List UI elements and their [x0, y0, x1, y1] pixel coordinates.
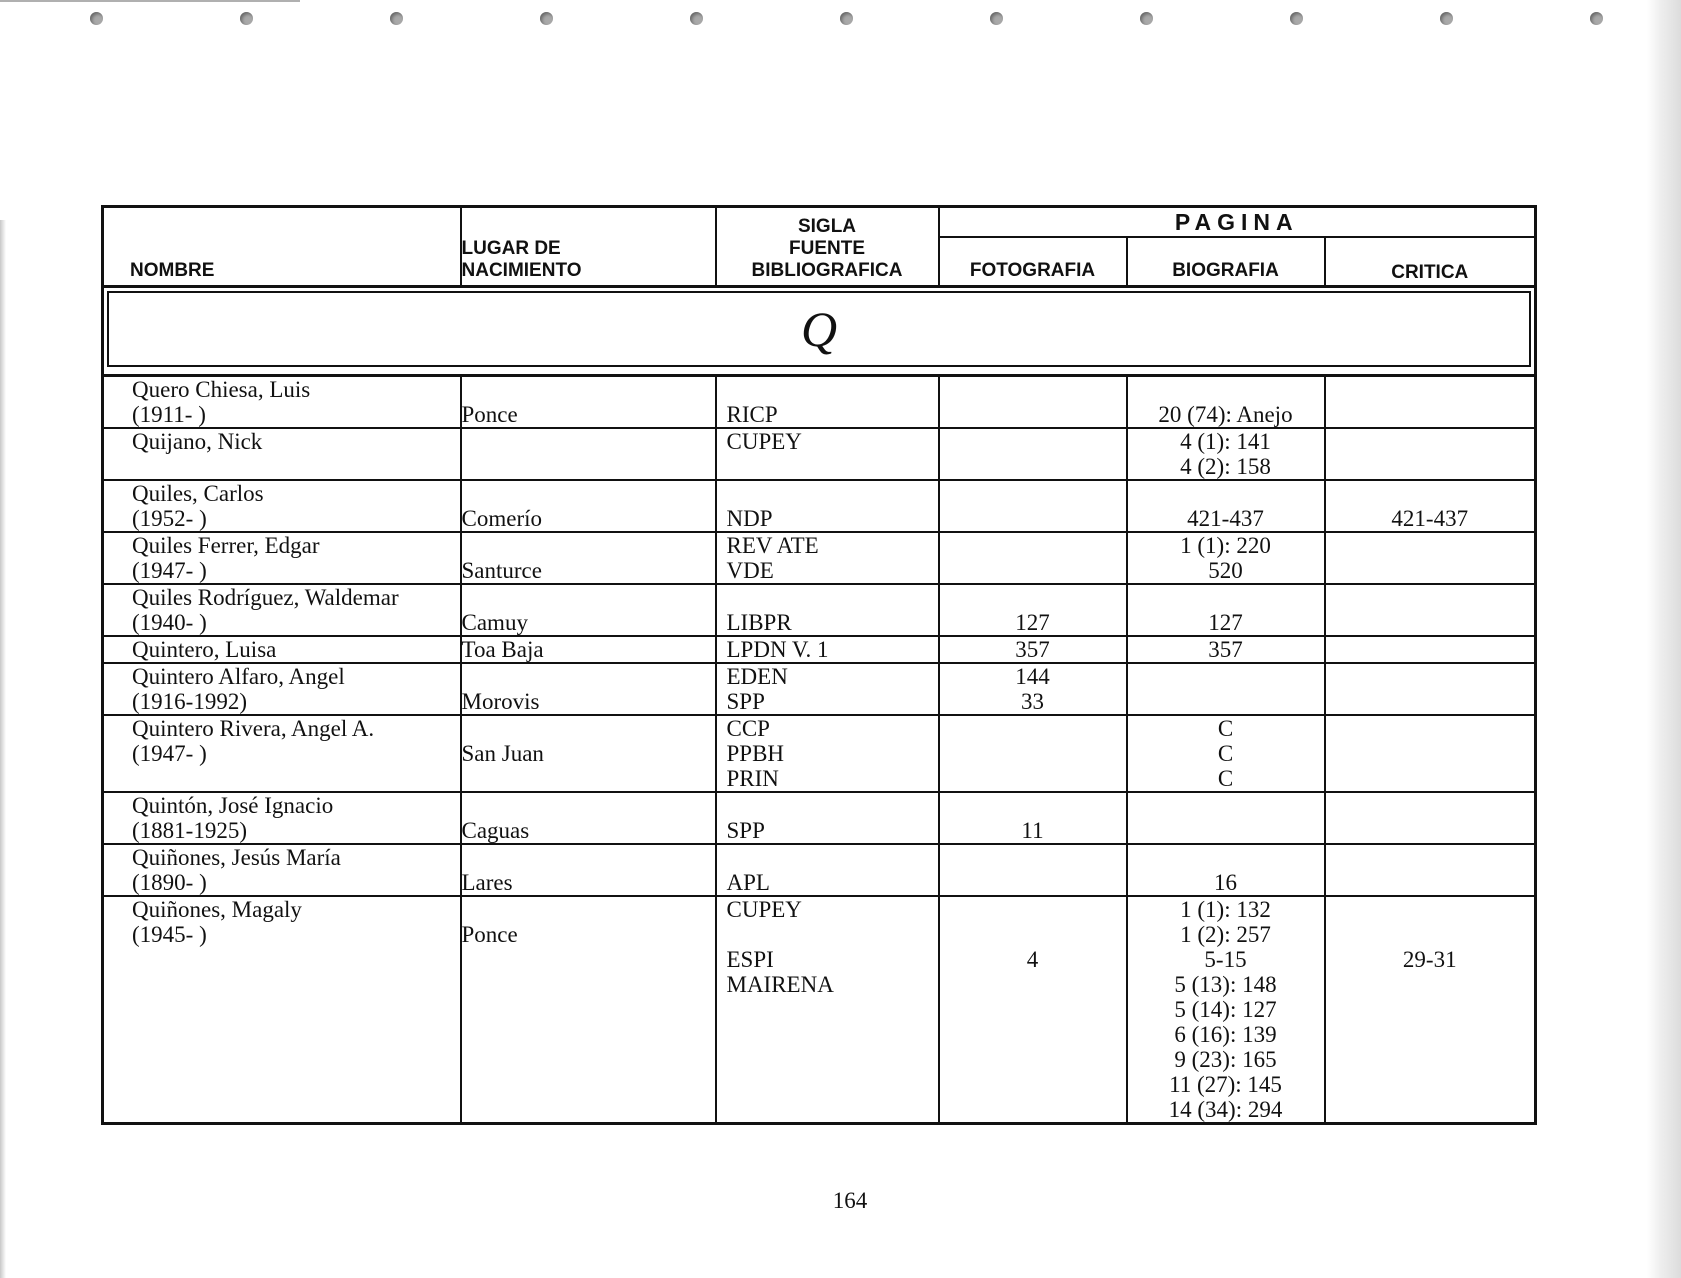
cell-nombre-line: (1911- ) — [132, 402, 206, 427]
cell-fotografia — [939, 896, 1127, 1124]
cell-lugar-line: San Juan — [461, 741, 544, 766]
cell-nombre — [103, 428, 461, 480]
cell-nombre — [103, 376, 461, 429]
cell-biografia — [1127, 428, 1325, 480]
cell-nombre-line: Quiñones, Magaly — [132, 897, 302, 922]
cell-sigla-line: APL — [726, 870, 770, 895]
cell-lugar-line: Morovis — [461, 689, 540, 714]
cell-lugar-line: Toa Baja — [461, 637, 544, 662]
cell-biografia-line: 357 — [1208, 637, 1243, 662]
cell-nombre — [103, 663, 461, 715]
cell-nombre-line: Quiles Rodríguez, Waldemar — [132, 585, 399, 610]
cell-lugar-line — [462, 533, 715, 558]
cell-biografia — [1127, 896, 1325, 1124]
cell-nombre — [103, 636, 461, 663]
cell-lugar — [461, 844, 716, 896]
cell-sigla-line — [727, 922, 938, 947]
binder-holes — [0, 8, 1681, 32]
scan-right-edge — [1647, 0, 1681, 1278]
cell-nombre — [103, 584, 461, 636]
cell-biografia-line: 5 (13): 148 — [1174, 972, 1277, 997]
header-biografia: BIOGRAFIA — [1127, 237, 1325, 287]
cell-fotografia — [939, 663, 1127, 715]
cell-biografia — [1127, 584, 1325, 636]
cell-lugar — [461, 376, 716, 429]
punch-hole-icon — [690, 12, 703, 25]
cell-biografia-line: 20 (74): Anejo — [1158, 402, 1293, 427]
cell-sigla-line: LPDN V. 1 — [726, 637, 829, 662]
cell-fotografia-line: 127 — [1015, 610, 1050, 635]
bibliography-table — [101, 205, 1537, 1125]
cell-lugar-line: Caguas — [461, 818, 530, 843]
cell-lugar-line — [462, 377, 715, 402]
table-row — [103, 480, 1536, 532]
cell-fotografia-line: 11 — [1021, 818, 1044, 843]
cell-biografia-line: 1 (1): 220 — [1180, 533, 1271, 558]
cell-lugar-line — [462, 429, 715, 454]
cell-biografia-line: 520 — [1208, 558, 1243, 583]
cell-sigla — [716, 584, 939, 636]
cell-biografia — [1127, 792, 1325, 844]
cell-nombre-line: (1881-1925) — [132, 818, 247, 843]
table-row — [103, 896, 1536, 1124]
cell-sigla — [716, 792, 939, 844]
cell-sigla-line: PPBH — [726, 741, 785, 766]
cell-biografia — [1127, 663, 1325, 715]
header-sigla — [716, 207, 939, 287]
cell-fotografia — [939, 480, 1127, 532]
cell-biografia-line: 6 (16): 139 — [1174, 1022, 1277, 1047]
cell-lugar-line — [462, 793, 715, 818]
cell-biografia-line: 16 — [1214, 870, 1237, 895]
cell-sigla — [716, 532, 939, 584]
cell-biografia — [1127, 532, 1325, 584]
cell-nombre-line: (1916-1992) — [132, 689, 247, 714]
cell-biografia-line: C — [1217, 716, 1234, 741]
header-nombre: NOMBRE — [103, 207, 461, 287]
cell-biografia-line: 5 (14): 127 — [1174, 997, 1277, 1022]
cell-nombre — [103, 844, 461, 896]
cell-nombre-line: Quintero Alfaro, Angel — [132, 664, 345, 689]
cell-critica — [1325, 792, 1536, 844]
cell-fotografia-line: 33 — [1021, 689, 1044, 714]
cell-sigla-line: RICP — [726, 402, 778, 427]
cell-nombre — [103, 896, 461, 1124]
cell-nombre-line: (1945- ) — [132, 922, 207, 947]
punch-hole-icon — [390, 12, 403, 25]
cell-critica — [1325, 844, 1536, 896]
header-sigla-line2: FUENTE — [789, 238, 865, 259]
cell-lugar — [461, 896, 716, 1124]
punch-hole-icon — [990, 12, 1003, 25]
cell-nombre — [103, 792, 461, 844]
cell-lugar — [461, 532, 716, 584]
cell-nombre-line: Quero Chiesa, Luis — [132, 377, 311, 402]
cell-lugar-line: Camuy — [461, 610, 528, 635]
cell-fotografia — [939, 584, 1127, 636]
table-row — [103, 532, 1536, 584]
cell-biografia-line: 421-437 — [1187, 506, 1264, 531]
cell-lugar-line — [462, 585, 715, 610]
cell-nombre — [103, 715, 461, 792]
cell-nombre-line: (1947- ) — [132, 741, 207, 766]
page-number: 164 — [832, 1188, 868, 1213]
cell-biografia-line: 4 (1): 141 — [1180, 429, 1271, 454]
cell-fotografia — [939, 636, 1127, 663]
cell-biografia — [1127, 376, 1325, 429]
table-row — [103, 428, 1536, 480]
table-row — [103, 792, 1536, 844]
section-letter-cell — [103, 287, 1536, 376]
cell-sigla-line: CUPEY — [726, 429, 802, 454]
punch-hole-icon — [1440, 12, 1453, 25]
cell-nombre-line: Quiñones, Jesús María — [132, 845, 341, 870]
cell-lugar-line — [462, 845, 715, 870]
cell-critica-line: 29-31 — [1402, 947, 1457, 972]
scan-top-line — [0, 0, 300, 2]
cell-lugar-line: Lares — [461, 870, 513, 895]
cell-biografia-line: C — [1217, 766, 1234, 791]
cell-nombre-line: Quintero Rivera, Angel A. — [132, 716, 375, 741]
cell-sigla-line: ESPI — [726, 947, 774, 972]
header-fotografia: FOTOGRAFIA — [939, 237, 1127, 287]
cell-fotografia-line — [940, 922, 1126, 947]
cell-lugar-line — [462, 481, 715, 506]
cell-sigla-line: NDP — [726, 506, 773, 531]
cell-nombre-line: (1947- ) — [132, 558, 207, 583]
cell-fotografia — [939, 715, 1127, 792]
cell-biografia-line: 5-15 — [1204, 947, 1247, 972]
cell-biografia-line: 1 (1): 132 — [1180, 897, 1271, 922]
cell-sigla — [716, 428, 939, 480]
cell-lugar-line: Santurce — [461, 558, 542, 583]
cell-lugar-line: Comerío — [461, 506, 542, 531]
cell-lugar — [461, 428, 716, 480]
cell-nombre-line: (1890- ) — [132, 870, 207, 895]
cell-critica-line — [1326, 897, 1535, 922]
cell-fotografia-line: 144 — [1015, 664, 1050, 689]
cell-lugar — [461, 715, 716, 792]
cell-nombre-line: Quintero, Luisa — [132, 637, 277, 662]
cell-biografia-line: 127 — [1208, 610, 1243, 635]
header-lugar — [461, 207, 716, 287]
cell-lugar — [461, 584, 716, 636]
cell-sigla-line: PRIN — [726, 766, 779, 791]
cell-sigla-line: MAIRENA — [726, 972, 834, 997]
cell-sigla — [716, 376, 939, 429]
cell-lugar — [461, 792, 716, 844]
cell-nombre — [103, 480, 461, 532]
cell-nombre-line: Quiles Ferrer, Edgar — [132, 533, 320, 558]
cell-sigla-line: LIBPR — [726, 610, 792, 635]
cell-sigla — [716, 715, 939, 792]
punch-hole-icon — [1290, 12, 1303, 25]
cell-biografia-line: C — [1217, 741, 1234, 766]
cell-biografia-line: 1 (2): 257 — [1180, 922, 1271, 947]
cell-sigla-line: EDEN — [726, 664, 788, 689]
cell-sigla — [716, 844, 939, 896]
cell-sigla — [716, 896, 939, 1124]
cell-fotografia — [939, 376, 1127, 429]
cell-sigla — [716, 480, 939, 532]
cell-biografia — [1127, 844, 1325, 896]
cell-lugar-line: Ponce — [461, 922, 518, 947]
cell-critica — [1325, 896, 1536, 1124]
cell-biografia — [1127, 636, 1325, 663]
cell-fotografia-line — [940, 897, 1126, 922]
table-row — [103, 663, 1536, 715]
table-row — [103, 844, 1536, 896]
cell-fotografia — [939, 792, 1127, 844]
cell-sigla-line: REV ATE — [726, 533, 819, 558]
table-header-row — [103, 207, 1536, 238]
section-letter: Q — [107, 291, 1531, 367]
cell-biografia-line: 14 (34): 294 — [1168, 1097, 1283, 1122]
cell-critica — [1325, 715, 1536, 792]
cell-critica-line — [1326, 922, 1535, 947]
cell-fotografia-line: 4 — [1026, 947, 1039, 972]
scan-left-edge — [0, 220, 6, 1278]
cell-biografia — [1127, 480, 1325, 532]
cell-fotografia-line: 357 — [1015, 637, 1050, 662]
header-lugar-line2: NACIMIENTO — [461, 260, 582, 281]
punch-hole-icon — [1590, 12, 1603, 25]
table-row — [103, 715, 1536, 792]
cell-sigla — [716, 636, 939, 663]
cell-biografia-line: 9 (23): 165 — [1174, 1047, 1277, 1072]
cell-sigla-line: CCP — [726, 716, 770, 741]
cell-fotografia — [939, 428, 1127, 480]
cell-critica — [1325, 532, 1536, 584]
header-critica: CRITICA — [1325, 237, 1536, 287]
cell-nombre-line: (1940- ) — [132, 610, 207, 635]
section-letter-row — [103, 287, 1536, 376]
cell-sigla — [716, 663, 939, 715]
cell-critica — [1325, 428, 1536, 480]
cell-critica — [1325, 636, 1536, 663]
cell-sigla-line: VDE — [726, 558, 774, 583]
cell-sigla-line: SPP — [726, 689, 765, 714]
cell-biografia-line: 4 (2): 158 — [1180, 454, 1271, 479]
punch-hole-icon — [240, 12, 253, 25]
cell-lugar-line: Ponce — [461, 402, 518, 427]
cell-nombre-line: Quiles, Carlos — [132, 481, 264, 506]
cell-sigla-line: CUPEY — [726, 897, 802, 922]
cell-critica — [1325, 376, 1536, 429]
cell-lugar-line — [462, 664, 715, 689]
cell-critica-line: 421-437 — [1391, 506, 1469, 531]
header-sigla-line1: SIGLA — [797, 216, 857, 237]
bibliography-table-wrapper — [101, 205, 1534, 1125]
cell-nombre-line: (1952- ) — [132, 506, 207, 531]
cell-fotografia — [939, 532, 1127, 584]
table-row — [103, 636, 1536, 663]
cell-nombre-line: Quijano, Nick — [132, 429, 263, 454]
cell-lugar — [461, 480, 716, 532]
cell-lugar — [461, 636, 716, 663]
cell-sigla-line: SPP — [726, 818, 765, 843]
cell-biografia — [1127, 715, 1325, 792]
cell-critica — [1325, 663, 1536, 715]
header-pagina: PAGINA — [939, 207, 1536, 238]
punch-hole-icon — [540, 12, 553, 25]
cell-nombre-line: Quintón, José Ignacio — [132, 793, 334, 818]
cell-critica — [1325, 584, 1536, 636]
header-lugar-line1: LUGAR DE — [461, 238, 561, 259]
header-sigla-line3: BIBLIOGRAFICA — [751, 260, 903, 281]
punch-hole-icon — [840, 12, 853, 25]
table-row — [103, 584, 1536, 636]
cell-lugar — [461, 663, 716, 715]
table-row — [103, 376, 1536, 429]
cell-critica — [1325, 480, 1536, 532]
punch-hole-icon — [1140, 12, 1153, 25]
punch-hole-icon — [90, 12, 103, 25]
cell-nombre — [103, 532, 461, 584]
cell-lugar-line — [462, 897, 715, 922]
cell-biografia-line: 11 (27): 145 — [1169, 1072, 1282, 1097]
cell-lugar-line — [462, 716, 715, 741]
cell-fotografia — [939, 844, 1127, 896]
